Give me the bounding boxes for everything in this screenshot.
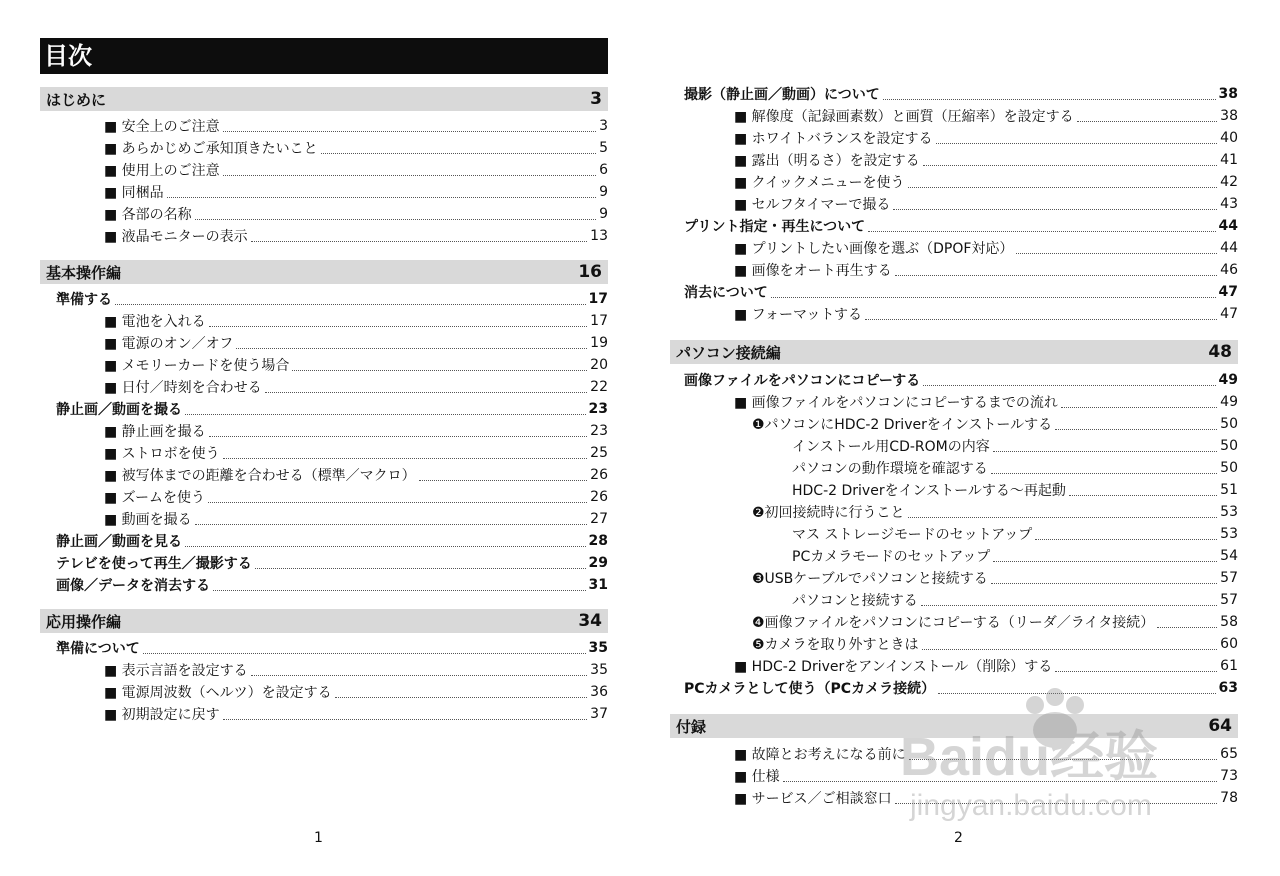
toc-entry-label: インストール用CD-ROMの内容 — [792, 439, 990, 455]
section-title: 応用操作編 — [46, 612, 122, 631]
toc-entry-page: 35 — [590, 662, 608, 678]
toc-entry[interactable] — [40, 574, 608, 596]
toc-entry[interactable] — [670, 413, 1238, 435]
toc-entry-page: 6 — [599, 162, 608, 178]
toc-entry-page: 17 — [588, 291, 608, 307]
left-toc — [40, 74, 608, 738]
dot-leader — [991, 463, 1217, 474]
toc-entry[interactable] — [40, 486, 608, 508]
dot-leader — [1069, 485, 1217, 496]
toc-entry-page: 50 — [1220, 438, 1238, 454]
dot-leader — [993, 441, 1217, 452]
section-header[interactable] — [40, 609, 608, 633]
toc-entry-label: プリント指定・再生について — [684, 219, 866, 235]
toc-entry-label: パソコンの動作環境を確認する — [792, 461, 988, 477]
toc-entry[interactable] — [40, 181, 608, 203]
toc-entry[interactable] — [40, 681, 608, 703]
toc-entry-page: 38 — [1218, 86, 1238, 102]
toc-entry-label: ❷初回接続時に行うこと — [752, 505, 905, 521]
dot-leader — [921, 595, 1217, 606]
toc-entry-label: ■ 画像ファイルをパソコンにコピーするまでの流れ — [734, 395, 1058, 411]
dot-leader — [1016, 243, 1217, 254]
toc-entry-page: 73 — [1220, 768, 1238, 784]
toc-entry-page: 44 — [1218, 218, 1238, 234]
dot-leader — [993, 551, 1217, 562]
toc-entry[interactable] — [670, 369, 1238, 391]
toc-entry[interactable] — [670, 787, 1238, 809]
toc-entry[interactable] — [670, 193, 1238, 215]
section-page: 64 — [1208, 716, 1232, 736]
toc-entry-label: PCカメラとして使う（PCカメラ接続） — [684, 681, 936, 697]
toc-entry[interactable] — [670, 743, 1238, 765]
toc-entry-page: 22 — [590, 379, 608, 395]
toc-entry-page: 54 — [1220, 548, 1238, 564]
dot-leader — [195, 514, 587, 525]
toc-entry[interactable] — [40, 332, 608, 354]
dot-leader — [868, 221, 1215, 232]
toc-entry-label: ■ プリントしたい画像を選ぶ（DPOF対応） — [734, 241, 1014, 257]
section-title: はじめに — [46, 90, 107, 109]
toc-entry-page: 36 — [590, 684, 608, 700]
toc-entry-label: 静止画／動画を撮る — [56, 402, 182, 418]
toc-entry[interactable] — [670, 633, 1238, 655]
toc-entry-page: 61 — [1220, 658, 1238, 674]
toc-entry-label: ❹画像ファイルをパソコンにコピーする（リーダ／ライタ接続） — [752, 615, 1155, 631]
toc-entry-label: ■ 各部の名称 — [104, 207, 192, 223]
toc-entry-page: 51 — [1220, 482, 1238, 498]
toc-entry-label: ■ セルフタイマーで撮る — [734, 197, 891, 213]
toc-entry-page: 23 — [588, 401, 608, 417]
toc-entry[interactable] — [670, 237, 1238, 259]
dot-leader — [938, 683, 1215, 694]
toc-entry-page: 23 — [590, 423, 608, 439]
toc-entry-page: 47 — [1220, 306, 1238, 322]
toc-entry[interactable] — [40, 115, 608, 137]
section-page: 34 — [578, 611, 602, 631]
toc-entry[interactable] — [40, 159, 608, 181]
toc-entry-label: ■ 同梱品 — [104, 185, 164, 201]
toc-entry[interactable] — [670, 611, 1238, 633]
toc-entry-label: ■ 動画を撮る — [104, 512, 192, 528]
dot-leader — [1061, 397, 1217, 408]
toc-entry-label: ■ サービス／ご相談窓口 — [734, 791, 892, 807]
toc-entry-label: マス ストレージモードのセットアップ — [792, 527, 1033, 543]
toc-entry[interactable] — [670, 215, 1238, 237]
toc-entry[interactable] — [670, 655, 1238, 677]
toc-entry-label: ■ メモリーカードを使う場合 — [104, 358, 290, 374]
dot-leader — [292, 360, 587, 371]
dot-leader — [213, 580, 586, 591]
page-number-right: 2 — [954, 830, 963, 846]
toc-entry[interactable] — [670, 391, 1238, 413]
dot-leader — [321, 143, 596, 154]
section-title: 基本操作編 — [46, 263, 122, 282]
toc-entry[interactable] — [40, 203, 608, 225]
toc-entry-label: ■ ストロボを使う — [104, 446, 220, 462]
toc-entry-label: HDC-2 Driverをインストールする〜再起動 — [792, 483, 1066, 499]
dot-leader — [895, 265, 1217, 276]
dot-leader — [909, 749, 1217, 760]
dot-leader — [419, 470, 587, 481]
toc-title: 目次 — [40, 38, 608, 74]
toc-entry-label: ■ クイックメニューを使う — [734, 175, 905, 191]
toc-entry-label: 消去について — [684, 285, 768, 301]
toc-entry-label: ■ 表示言語を設定する — [104, 663, 248, 679]
dot-leader — [865, 309, 1217, 320]
dot-leader — [209, 426, 587, 437]
toc-entry-page: 65 — [1220, 746, 1238, 762]
toc-entry-label: ■ ズームを使う — [104, 490, 205, 506]
toc-entry-label: ■ あらかじめご承知頂きたいこと — [104, 141, 318, 157]
dot-leader — [223, 448, 587, 459]
toc-entry-label: ❶パソコンにHDC-2 Driverをインストールする — [752, 417, 1053, 433]
section-page: 48 — [1208, 342, 1232, 362]
toc-entry[interactable] — [40, 354, 608, 376]
toc-entry-page: 26 — [590, 467, 608, 483]
dot-leader — [195, 209, 596, 220]
toc-entry-page: 42 — [1220, 174, 1238, 190]
toc-entry-page: 40 — [1220, 130, 1238, 146]
toc-entry[interactable] — [40, 288, 608, 310]
dot-leader — [1055, 419, 1217, 430]
toc-entry-label: 画像ファイルをパソコンにコピーする — [684, 373, 921, 389]
dot-leader — [115, 294, 586, 305]
toc-entry[interactable] — [670, 303, 1238, 325]
toc-entry-label: ■ 日付／時刻を合わせる — [104, 380, 262, 396]
toc-entry[interactable] — [40, 376, 608, 398]
dot-leader — [251, 231, 587, 242]
section-title: 付録 — [676, 717, 707, 736]
toc-entry-page: 9 — [599, 184, 608, 200]
dot-leader — [223, 165, 596, 176]
toc-entry-page: 57 — [1220, 570, 1238, 586]
toc-entry-page: 27 — [590, 511, 608, 527]
toc-entry-page: 35 — [588, 640, 608, 656]
toc-entry[interactable] — [40, 637, 608, 659]
dot-leader — [1157, 617, 1217, 628]
toc-entry-label: ■ 露出（明るさ）を設定する — [734, 153, 920, 169]
toc-entry[interactable] — [40, 225, 608, 247]
section-header[interactable] — [40, 260, 608, 284]
toc-entry-label: ■ 仕様 — [734, 769, 780, 785]
toc-entry[interactable] — [40, 137, 608, 159]
dot-leader — [223, 709, 587, 720]
right-toc — [670, 83, 1238, 824]
toc-entry-page: 50 — [1220, 460, 1238, 476]
toc-entry[interactable] — [40, 310, 608, 332]
toc-entry-page: 44 — [1220, 240, 1238, 256]
toc-entry-page: 13 — [590, 228, 608, 244]
toc-entry-page: 43 — [1220, 196, 1238, 212]
section-page: 16 — [578, 262, 602, 282]
toc-entry[interactable] — [40, 659, 608, 681]
toc-entry-label: 準備する — [56, 292, 112, 308]
toc-entry[interactable] — [40, 442, 608, 464]
toc-entry[interactable] — [670, 589, 1238, 611]
dot-leader — [923, 155, 1217, 166]
toc-entry[interactable] — [670, 545, 1238, 567]
toc-entry-label: ■ 安全上のご注意 — [104, 119, 220, 135]
toc-entry-page: 53 — [1220, 504, 1238, 520]
toc-entry[interactable] — [670, 281, 1238, 303]
toc-entry-page: 20 — [590, 357, 608, 373]
toc-entry-page: 31 — [588, 577, 608, 593]
section-page: 3 — [590, 89, 602, 109]
toc-entry-page: 60 — [1220, 636, 1238, 652]
toc-entry[interactable] — [670, 501, 1238, 523]
toc-entry-page: 50 — [1220, 416, 1238, 432]
toc-entry-label: 静止画／動画を見る — [56, 534, 182, 550]
toc-entry-page: 78 — [1220, 790, 1238, 806]
toc-entry-page: 5 — [599, 140, 608, 156]
toc-entry-label: パソコンと接続する — [792, 593, 918, 609]
dot-leader — [143, 643, 586, 654]
toc-entry-page: 29 — [588, 555, 608, 571]
dot-leader — [895, 793, 1217, 804]
toc-entry-label: ■ ホワイトバランスを設定する — [734, 131, 933, 147]
toc-entry-label: ■ フォーマットする — [734, 307, 862, 323]
page-number-left: 1 — [314, 830, 323, 846]
toc-entry-label: 画像／データを消去する — [56, 578, 210, 594]
toc-entry-label: 撮影（静止画／動画）について — [684, 87, 880, 103]
toc-entry[interactable] — [670, 259, 1238, 281]
dot-leader — [1077, 111, 1217, 122]
toc-entry-page: 26 — [590, 489, 608, 505]
dot-leader — [936, 133, 1218, 144]
toc-entry-page: 49 — [1220, 394, 1238, 410]
toc-entry[interactable] — [40, 552, 608, 574]
dot-leader — [1055, 661, 1217, 672]
toc-entry[interactable] — [670, 457, 1238, 479]
dot-leader — [908, 177, 1218, 188]
section-header[interactable] — [670, 340, 1238, 364]
toc-entry[interactable] — [670, 149, 1238, 171]
toc-entry-label: ■ HDC-2 Driverをアンインストール（削除）する — [734, 659, 1053, 675]
toc-entry[interactable] — [670, 171, 1238, 193]
toc-entry-page: 3 — [599, 118, 608, 134]
dot-leader — [991, 573, 1217, 584]
toc-entry[interactable] — [670, 765, 1238, 787]
toc-entry-page: 57 — [1220, 592, 1238, 608]
dot-leader — [185, 404, 586, 415]
toc-entry[interactable] — [670, 567, 1238, 589]
right-page — [670, 0, 1238, 824]
dot-leader — [771, 287, 1216, 298]
dot-leader — [167, 187, 596, 198]
watermark-text: Baidu经验 — [900, 727, 1159, 787]
dot-leader — [185, 536, 586, 547]
toc-entry-label: ■ 被写体までの距離を合わせる（標準／マクロ） — [104, 468, 416, 484]
toc-entry[interactable] — [670, 479, 1238, 501]
toc-entry[interactable] — [40, 530, 608, 552]
dot-leader — [208, 492, 587, 503]
toc-entry-page: 46 — [1220, 262, 1238, 278]
toc-entry-label: ■ 電源周波数（ヘルツ）を設定する — [104, 685, 332, 701]
toc-entry[interactable] — [670, 83, 1238, 105]
toc-entry[interactable] — [670, 523, 1238, 545]
toc-entry-label: ■ 電池を入れる — [104, 314, 206, 330]
toc-entry-page: 49 — [1218, 372, 1238, 388]
toc-entry-label: テレビを使って再生／撮影する — [56, 556, 252, 572]
section-title: パソコン接続編 — [676, 343, 781, 362]
dot-leader — [223, 121, 596, 132]
toc-entry-label: PCカメラモードのセットアップ — [792, 549, 991, 565]
toc-entry[interactable] — [40, 508, 608, 530]
dot-leader — [893, 199, 1217, 210]
dot-leader — [883, 89, 1216, 100]
toc-entry[interactable] — [670, 435, 1238, 457]
dot-leader — [236, 338, 587, 349]
dot-leader — [783, 771, 1217, 782]
toc-entry[interactable] — [40, 703, 608, 725]
dot-leader — [255, 558, 586, 569]
toc-entry-label: ■ 電源のオン／オフ — [104, 336, 234, 352]
toc-entry[interactable] — [40, 464, 608, 486]
toc-entry-page: 37 — [590, 706, 608, 722]
toc-entry[interactable] — [670, 677, 1238, 699]
toc-entry-label: ■ 液晶モニターの表示 — [104, 229, 248, 245]
toc-entry-label: ■ 初期設定に戻す — [104, 707, 220, 723]
toc-entry-page: 47 — [1218, 284, 1238, 300]
toc-entry-page: 58 — [1220, 614, 1238, 630]
left-page — [40, 0, 608, 738]
section-header[interactable] — [670, 714, 1238, 738]
toc-entry-page: 9 — [599, 206, 608, 222]
toc-entry-page: 19 — [590, 335, 608, 351]
toc-entry-label: ■ 使用上のご注意 — [104, 163, 220, 179]
dot-leader — [1035, 529, 1217, 540]
toc-entry-page: 53 — [1220, 526, 1238, 542]
toc-entry-label: ■ 画像をオート再生する — [734, 263, 892, 279]
dot-leader — [251, 665, 587, 676]
dot-leader — [265, 382, 587, 393]
toc-entry[interactable] — [40, 420, 608, 442]
toc-entry-page: 25 — [590, 445, 608, 461]
toc-entry-page: 41 — [1220, 152, 1238, 168]
toc-entry-page: 17 — [590, 313, 608, 329]
dot-leader — [209, 316, 587, 327]
dot-leader — [922, 639, 1218, 650]
toc-entry-page: 28 — [588, 533, 608, 549]
toc-entry[interactable] — [670, 105, 1238, 127]
toc-entry[interactable] — [40, 398, 608, 420]
watermark-url: jingyan.baidu.com — [910, 789, 1152, 822]
toc-entry-page: 38 — [1220, 108, 1238, 124]
toc-entry[interactable] — [670, 127, 1238, 149]
toc-entry-label: ■ 静止画を撮る — [104, 424, 206, 440]
toc-entry-label: 準備について — [56, 641, 140, 657]
toc-entry-label: ■ 解像度（記録画素数）と画質（圧縮率）を設定する — [734, 109, 1074, 125]
toc-entry-label: ■ 故障とお考えになる前に — [734, 747, 906, 763]
toc-entry-label: ❺カメラを取り外すときは — [752, 637, 919, 653]
toc-entry-page: 63 — [1218, 680, 1238, 696]
dot-leader — [335, 687, 587, 698]
toc-entry-label: ❸USBケーブルでパソコンと接続する — [752, 571, 988, 587]
dot-leader — [908, 507, 1218, 518]
dot-leader — [923, 375, 1215, 386]
section-header[interactable] — [40, 87, 608, 111]
